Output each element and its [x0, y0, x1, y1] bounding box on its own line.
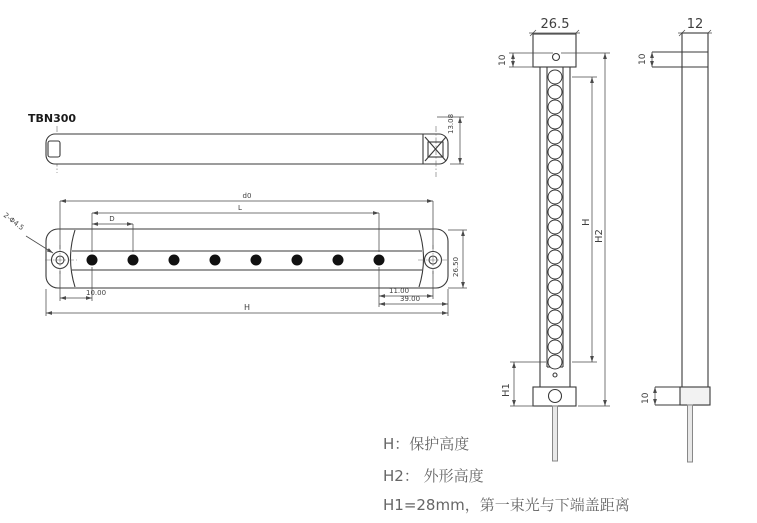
dim-26-5-label: 26.5 — [540, 17, 570, 32]
hole-callout-label: 2-Φ4.5 — [1, 211, 26, 233]
dim-L-label: L — [238, 204, 242, 212]
dim-d0-label: d0 — [242, 192, 252, 200]
dim-H2-label: H2 — [594, 229, 605, 243]
dim-12-label: 12 — [686, 17, 704, 32]
lower-small-hole — [553, 373, 557, 377]
cable — [553, 406, 558, 461]
top-side-view — [28, 112, 464, 177]
dim-13-08-label: 13.08 — [447, 113, 455, 134]
dim-H-length — [46, 289, 448, 316]
lens-column — [548, 70, 562, 369]
note-h: H：保护高度 — [383, 435, 470, 453]
dim-H-label: H — [581, 218, 592, 226]
dim-side-bottom-10-label: 10 — [641, 392, 651, 404]
vertical-front-view — [498, 17, 610, 461]
dim-side-top-10-label: 10 — [638, 53, 648, 65]
note-h1: H1=28mm，第一束光与下端盖距离 — [383, 496, 630, 514]
dim-39-00-label: 39.00 — [400, 295, 421, 303]
dim-11-00-label: 11.00 — [389, 287, 410, 295]
side-cable — [688, 405, 693, 462]
side-view — [638, 17, 712, 462]
dim-H1-label: H1 — [501, 383, 512, 397]
dim-H2 — [561, 53, 610, 406]
dim-26-50 — [448, 230, 467, 288]
dim-D-label: D — [109, 215, 115, 223]
hole-callout — [2, 211, 53, 253]
dim-26-50-label: 26.50 — [452, 256, 460, 277]
side-bottom-end-cap — [680, 387, 710, 405]
front-view — [2, 192, 467, 316]
dim-26-5 — [529, 17, 580, 36]
dim-10-00-label: 10.00 — [86, 289, 107, 297]
dim-top-10-label: 10 — [498, 54, 508, 66]
notes-block — [383, 435, 630, 514]
dim-H-length-label: H — [243, 303, 251, 312]
model-label: TBN300 — [28, 112, 77, 125]
dim-H — [572, 77, 597, 362]
note-h2: H2： 外形高度 — [383, 467, 484, 485]
side-bottom-bracket — [641, 387, 710, 405]
